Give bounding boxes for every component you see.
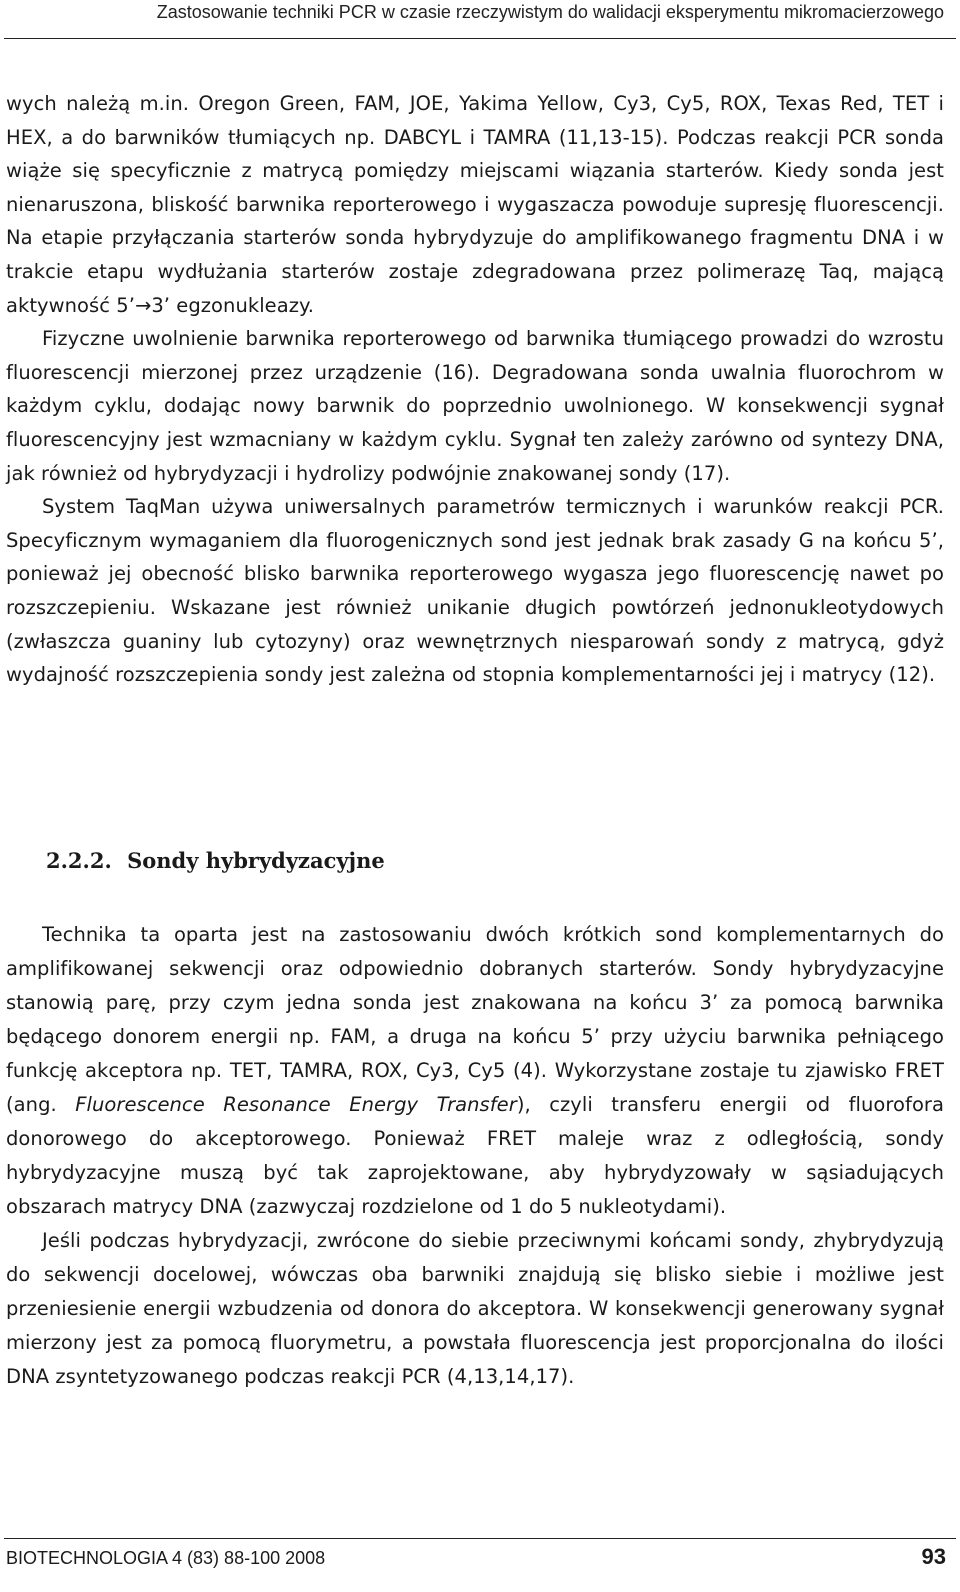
header-divider xyxy=(4,38,956,39)
section-heading xyxy=(46,848,385,873)
paragraph-4-italic-term: Fluorescence Resonance Energy Transfer xyxy=(75,1093,517,1116)
paragraph-3: System TaqMan używa uniwersalnych parametrów termicznych i warunków reakcji PCR. Specyficznym wymaganiem dla fluorogenicznych sond jest jednak brak zasady G na końcu 5’, ponieważ jej obecność blisko barwnika reporterowego wygasza jego fluorescencję nawet po rozszczepieniu. Wskazane jest również unikanie długich powtórzeń jednonukleotydowych (zwłaszcza guaniny lub cytozyny) oraz wewnętrznych niesparowań sondy z matrycą, gdyż wydajność rozszczepienia sondy jest zależna od stopnia komplementarności jej i matrycy (12). xyxy=(6,495,944,687)
section-number: 2.2.2. xyxy=(46,848,112,873)
running-head: Zastosowanie techniki PCR w czasie rzeczywistym do walidacji eksperymentu mikromacierzowego xyxy=(156,2,944,22)
footer-divider xyxy=(4,1538,956,1539)
body-text-block-2 xyxy=(6,918,944,1394)
paragraph-5: Jeśli podczas hybrydyzacji, zwrócone do siebie przeciwnymi końcami sondy, zhybrydyzują do sekwencji docelowej, wówczas oba barwniki znajdują się blisko siebie i możliwe jest przeniesienie energii wzbudzenia od donora do akceptora. W konsekwencji generowany sygnał mierzony jest za pomocą fluorymetru, a powstała fluorescencja jest proporcjonalna do ilości DNA zsyntetyzowanego podczas reakcji PCR (4,13,14,17). xyxy=(6,1229,944,1388)
paragraph-4 xyxy=(6,918,944,1224)
journal-citation: BIOTECHNOLOGIA 4 (83) 88-100 2008 xyxy=(6,1548,326,1568)
section-title: Sondy hybrydyzacyjne xyxy=(127,848,385,873)
body-text-block-1 xyxy=(6,87,944,692)
paragraph-4-text-a: Technika ta oparta jest na zastosowaniu dwóch krótkich sond komplementarnych do amplifikowanej sekwencji oraz odpowiednio dobranych starterów. Sondy hybrydyzacyjne stanowią parę, przy czym jedna sonda jest znakowana na końcu 3’ za pomocą barwnika będącego donorem energii np. FAM, a druga na końcu 5’ przy użyciu barwnika pełniącego funkcję akceptora np. TET, TAMRA, ROX, Cy3, Cy5 (4). Wykorzystane zostaje tu zjawisko FRET (ang. xyxy=(6,923,944,1116)
paragraph-2: Fizyczne uwolnienie barwnika reporterowego od barwnika tłumiącego prowadzi do wzrostu fluorescencji mierzonej przez urządzenie (16). Degradowana sonda uwalnia fluorochrom w każdym cyklu, dodając nowy barwnik do poprzednio uwolnionego. W konsekwencji sygnał fluorescencyjny jest wzmacniany w każdym cyklu. Sygnał ten zależy zarówno od syntezy DNA, jak również od hybrydyzacji i hydrolizy podwójnie znakowanej sondy (17). xyxy=(6,327,944,485)
paragraph-1: wych należą m.in. Oregon Green, FAM, JOE, Yakima Yellow, Cy3, Cy5, ROX, Texas Red, TET i HEX, a do barwników tłumiących np. DABCYL i TAMRA (11,13-15). Podczas reakcji PCR sonda wiąże się specyficznie z matrycą pomiędzy miejscami wiązania starterów. Kiedy sonda jest nienaruszona, bliskość barwnika reporterowego i wygaszacza powoduje supresję fluorescencji. Na etapie przyłączania starterów sonda hybrydyzuje do amplifikowanego fragmentu DNA i w trakcie etapu wydłużania starterów zostaje zdegradowana przez polimerazę Taq, mającą aktywność 5’→3’ egzonukleazy. xyxy=(6,92,944,317)
page-number: 93 xyxy=(921,1544,946,1569)
paragraph-4-text-b: ), czyli transferu energii od fluorofora donorowego do akceptorowego. Ponieważ FRET maleje wraz z odległością, sondy hybrydyzacyjne muszą być tak zaprojektowane, aby hybrydyzowały w sąsiadujących obszarach matrycy DNA (zazwyczaj rozdzielone od 1 do 5 nukleotydami). xyxy=(6,1093,944,1218)
